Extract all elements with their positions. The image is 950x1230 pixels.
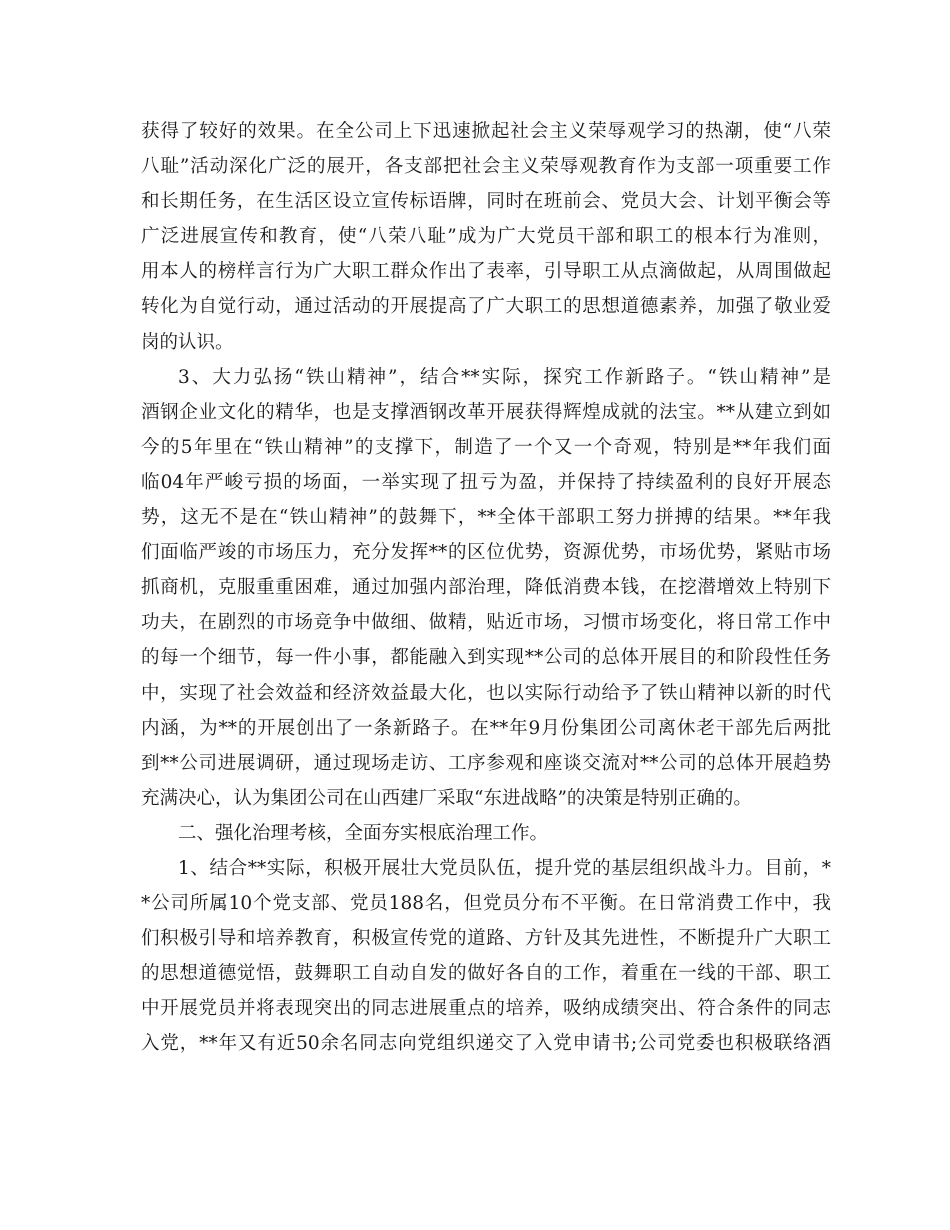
text-line: 内涵，为**的开展创出了一条新路子。在**年9月份集团公司离休老干部先后两批 — [141, 717, 831, 739]
text-line: 用本人的榜样言行为广大职工群众作出了表率，引导职工从点滴做起，从周围做起 — [141, 261, 831, 283]
text-line: 临04年严峻亏损的场面，一举实现了扭亏为盈，并保持了持续盈利的良好开展态 — [141, 471, 831, 493]
text-line: 八耻”活动深化广泛的展开，各支部把社会主义荣辱观教育作为支部一项重要工作 — [141, 156, 831, 178]
text-line: 入党，**年又有近50余名同志向党组织递交了入党申请书;公司党委也积极联络酒 — [141, 1033, 831, 1055]
text-line: 的思想道德觉悟，鼓舞职工自动自发的做好各自的工作，着重在一线的干部、职工 — [141, 963, 831, 985]
text-line: 抓商机，克服重重困难，通过加强内部治理，降低消费本钱，在挖潜增效上特别下 — [141, 577, 831, 599]
text-line: 今的5年里在“铁山精神”的支撑下，制造了一个又一个奇观，特别是**年我们面 — [141, 436, 831, 458]
text-line: 酒钢企业文化的精华，也是支撑酒钢改革开展获得辉煌成就的法宝。**从建立到如 — [141, 401, 831, 423]
text-line: 到**公司进展调研，通过现场走访、工序参观和座谈交流对**公司的总体开展趋势 — [141, 752, 831, 774]
text-line: 和长期任务，在生活区设立宣传标语牌，同时在班前会、党员大会、计划平衡会等 — [141, 191, 831, 213]
text-line: 们积极引导和培养教育，积极宣传党的道路、方针及其先进性，不断提升广大职工 — [141, 928, 831, 950]
text-line: 转化为自觉行动，通过活动的开展提高了广大职工的思想道德素养，加强了敬业爱 — [141, 296, 831, 318]
text-line: *公司所属10个党支部、党员188名，但党员分布不平衡。在日常消费工作中，我 — [141, 893, 831, 915]
text-line: 3、大力弘扬“铁山精神”，结合**实际，探究工作新路子。“铁山精神”是 — [178, 366, 831, 388]
text-line: 们面临严竣的市场压力，充分发挥**的区位优势，资源优势，市场优势，紧贴市场 — [141, 542, 831, 564]
text-line: 广泛进展宣传和教育，使“八荣八耻”成为广大党员干部和职工的根本行为准则， — [141, 226, 831, 248]
text-line: 的每一个细节，每一件小事，都能融入到实现**公司的总体开展目的和阶段性任务 — [141, 647, 831, 669]
text-line: 二、强化治理考核，全面夯实根底治理工作。 — [178, 822, 549, 844]
text-line: 功夫，在剧烈的市场竞争中做细、做精，贴近市场，习惯市场变化，将日常工作中 — [141, 612, 831, 634]
text-line: 岗的认识。 — [141, 331, 234, 353]
text-line: 中，实现了社会效益和经济效益最大化，也以实际行动给予了铁山精神以新的时代 — [141, 682, 831, 704]
text-line: 获得了较好的效果。在全公司上下迅速掀起社会主义荣辱观学习的热潮，使“八荣 — [141, 121, 831, 142]
text-line: 1、结合**实际，积极开展壮大党员队伍，提升党的基层组织战斗力。目前，* — [178, 857, 831, 879]
text-line: 中开展党员并将表现突出的同志进展重点的培养，吸纳成绩突出、符合条件的同志 — [141, 998, 831, 1020]
document-body — [141, 114, 831, 1062]
text-line: 充满决心，认为集团公司在山西建厂采取“东进战略”的决策是特别正确的。 — [141, 787, 752, 809]
text-line: 势，这无不是在“铁山精神”的鼓舞下，**全体干部职工努力拼搏的结果。**年我 — [141, 507, 831, 529]
